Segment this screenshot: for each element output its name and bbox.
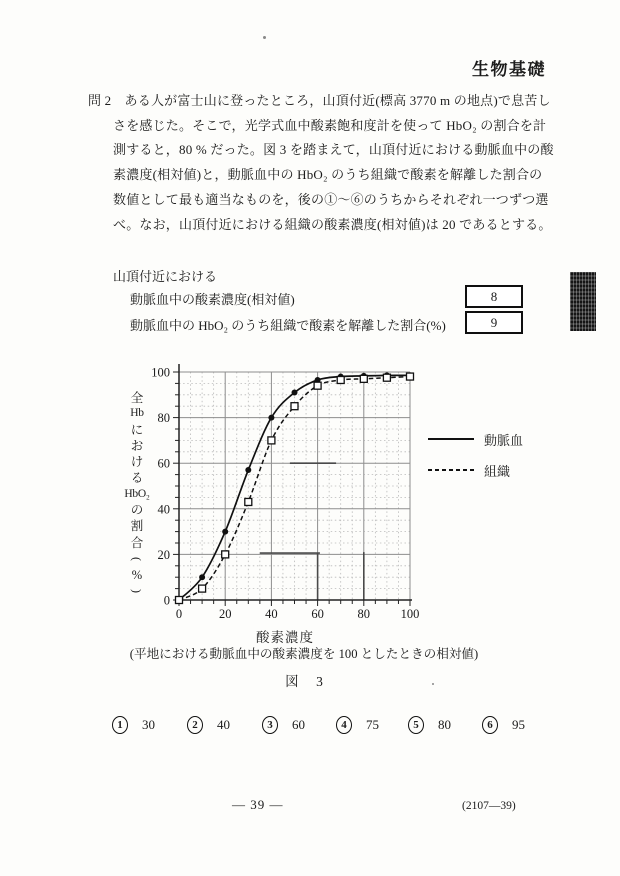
legend-label-arterial: 動脈血: [484, 432, 524, 448]
y-axis-label-char: 合: [130, 535, 144, 550]
question-line: 素濃度(相対値)と，動脈血中の HbO₂ のうち組織で酸素を解離した割合の: [113, 167, 543, 183]
page-number: — 39 —: [232, 797, 284, 812]
y-axis-label-char: ): [130, 588, 144, 593]
answer-item-label: 動脈血中の酸素濃度(相対値): [130, 292, 295, 307]
option-2: [187, 716, 230, 734]
answer-box-9: 9: [465, 311, 523, 334]
option-6-value: 95: [512, 717, 525, 732]
svg-text:40: 40: [265, 607, 278, 621]
question-line: さを感じた。そこで，光学式血中酸素飽和度計を使って HbO₂ の割合を計: [113, 117, 547, 133]
option-3-number: 3: [262, 716, 278, 734]
option-3: [262, 716, 305, 734]
legend-label-tissue: 組織: [484, 463, 511, 479]
y-axis-label-char: HbO₂: [124, 487, 150, 500]
answer-section-heading: 山頂付近における: [113, 269, 218, 284]
option-4-number: 4: [336, 716, 352, 734]
svg-text:100: 100: [400, 607, 420, 621]
option-5-value: 80: [438, 717, 451, 732]
svg-text:80: 80: [157, 411, 170, 426]
option-5: [408, 716, 451, 734]
chart-legend: [428, 430, 523, 492]
option-6-number: 6: [482, 716, 498, 734]
option-5-number: 5: [408, 716, 424, 734]
question-line: べ。なお，山頂付近における組織の酸素濃度(相対値)は 20 であるとする。: [113, 216, 552, 232]
svg-text:20: 20: [218, 607, 232, 621]
option-2-number: 2: [187, 716, 203, 734]
svg-text:60: 60: [311, 607, 324, 621]
y-axis-label-char: け: [130, 455, 144, 470]
scan-speck: [263, 36, 266, 39]
y-axis-label-char: (: [130, 556, 144, 561]
question-line: 問 2 ある人が富士山に登ったところ，山頂付近(標高 3770 m の地点)で息苦し: [88, 93, 551, 108]
option-2-value: 40: [217, 717, 230, 732]
option-3-value: 60: [292, 717, 305, 732]
svg-text:20: 20: [157, 547, 170, 562]
y-axis-label-char: 割: [130, 519, 144, 534]
y-axis-label-char: の: [130, 502, 144, 517]
y-axis-label-char: お: [130, 438, 144, 453]
svg-text:0: 0: [163, 593, 170, 608]
svg-text:60: 60: [157, 456, 170, 471]
page-title: 生物基礎: [472, 60, 546, 79]
legend-item-tissue: [428, 461, 523, 479]
question-line: 数値として最も適当なものを，後の①～⑥のうちからそれぞれ一つずつ選: [113, 191, 549, 207]
answer-box-8: 8: [465, 285, 523, 308]
y-axis-label-char: に: [130, 422, 144, 437]
question-text: [88, 89, 570, 237]
option-6: [482, 716, 525, 734]
x-axis-label: 酸素濃度: [256, 630, 314, 645]
option-4: [336, 716, 379, 734]
binding-mark: [570, 272, 596, 331]
answer-item-label: 動脈血中の HbO₂ のうち組織で酸素を解離した割合(%): [130, 318, 446, 333]
y-axis-label: [119, 392, 155, 597]
svg-text:40: 40: [157, 502, 170, 517]
chart-caption: (平地における動脈血中の酸素濃度を 100 としたときの相対値): [129, 647, 479, 661]
solid-line-sample: [428, 438, 474, 440]
y-axis-label-char: る: [130, 471, 144, 486]
svg-text:80: 80: [357, 607, 371, 621]
y-axis-label-char: 全: [130, 391, 144, 405]
option-1: [112, 716, 155, 734]
y-axis-label-char: %: [131, 567, 143, 582]
scan-speck: [432, 683, 434, 685]
svg-text:0: 0: [175, 607, 183, 621]
option-1-value: 30: [142, 717, 155, 732]
question-line: 測すると，80 % だった。図 3 を踏まえて，山頂付近における動脈血中の酸: [113, 142, 554, 158]
option-4-value: 75: [366, 717, 379, 732]
document-code: (2107—39): [462, 800, 516, 812]
legend-item-arterial: [428, 430, 523, 448]
option-1-number: 1: [112, 716, 128, 734]
dashed-line-sample: [428, 469, 474, 471]
svg-text:100: 100: [151, 365, 170, 380]
figure-label: 図 3: [285, 674, 325, 689]
y-axis-label-char: Hb: [130, 407, 144, 420]
